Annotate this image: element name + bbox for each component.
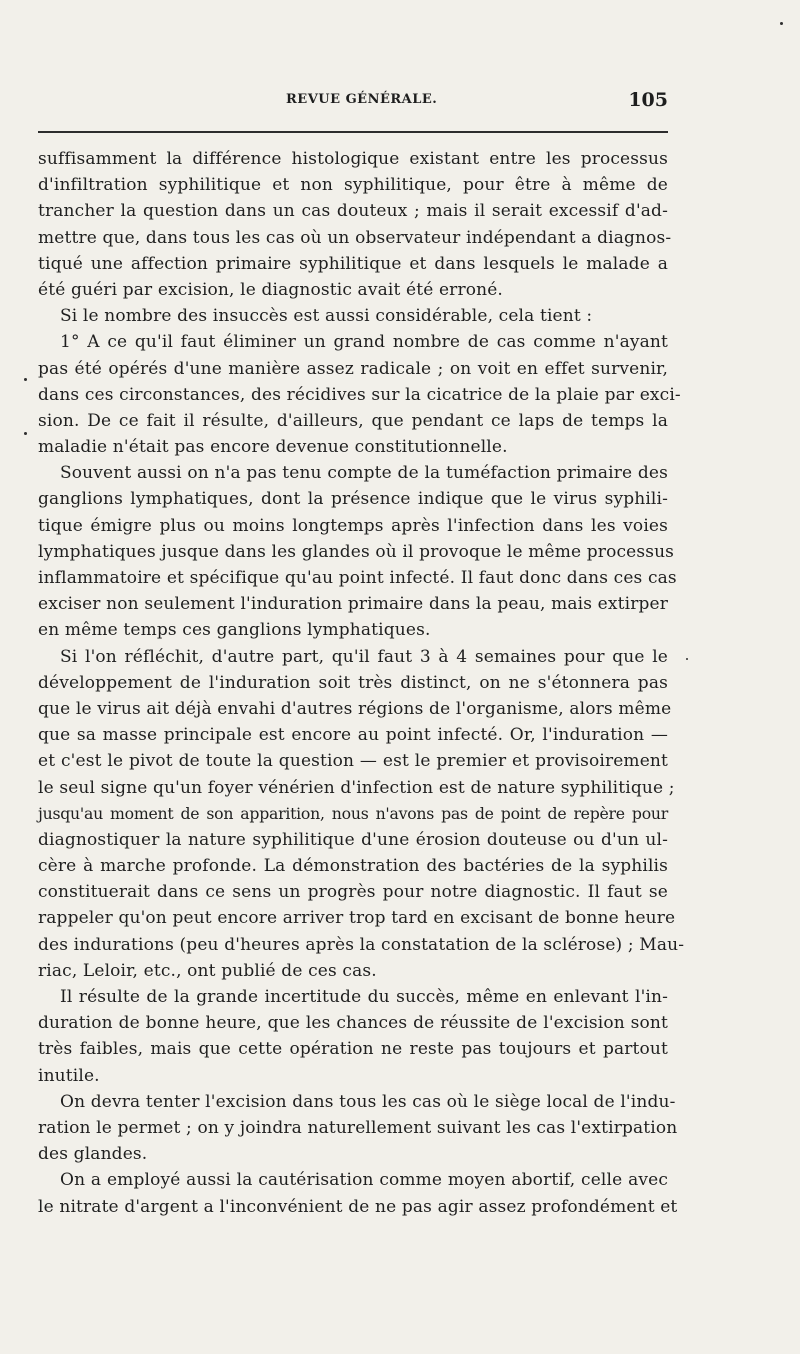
text-line: inflammatoire et spécifique qu'au point infecté. Il faut donc dans ces cas bbox=[38, 568, 677, 588]
running-title: REVUE GÉNÉRALE. bbox=[286, 92, 438, 107]
paragraph-induration bbox=[38, 644, 685, 984]
text-line: tiqué une affection primaire syphilitique et dans lesquels le malade a bbox=[38, 253, 668, 274]
text-line: le nitrate d'argent a l'inconvénient de ne pas agir assez profondément et bbox=[38, 1196, 678, 1217]
text-line: sion. De ce fait il résulte, d'ailleurs, que pendant ce laps de temps la bbox=[38, 410, 668, 431]
text-line: cère à marche profonde. La démonstration des bactéries de la syphilis bbox=[38, 856, 668, 877]
text-line: exciser non seulement l'induration primaire dans la peau, mais extirper bbox=[38, 594, 668, 615]
paragraph-incertitude bbox=[38, 984, 668, 1089]
paragraph-insucces bbox=[38, 303, 668, 329]
text-line: suffisamment la différence histologique existant entre les processus bbox=[38, 149, 668, 169]
header-rule bbox=[38, 131, 668, 133]
text-line: Si l'on réfléchit, d'autre part, qu'il faut 3 à 4 semaines pour que le bbox=[60, 646, 668, 667]
text-line: constituerait dans ce sens un progrès pour notre diagnostic. Il faut se bbox=[38, 882, 668, 903]
text-line: duration de bonne heure, que les chances de réussite de l'excision sont bbox=[38, 1013, 668, 1034]
text-line: que sa masse principale est encore au point infecté. Or, l'induration — bbox=[38, 725, 668, 746]
article-body bbox=[38, 146, 685, 1220]
text-line: ganglions lymphatiques, dont la présence indique que le virus syphili- bbox=[38, 489, 668, 510]
margin-speck bbox=[24, 378, 27, 381]
paragraph-ganglions bbox=[38, 460, 677, 643]
text-line: très faibles, mais que cette opération ne reste pas toujours et partout bbox=[38, 1039, 668, 1060]
text-line: jusqu'au moment de son apparition, nous n'avons pas de point de repère pour bbox=[38, 803, 668, 823]
text-line: mettre que, dans tous les cas où un observateur indépendant a diagnos- bbox=[38, 227, 672, 248]
text-line: Souvent aussi on n'a pas tenu compte de la tuméfaction primaire des bbox=[60, 463, 668, 484]
paragraph-point-one bbox=[38, 329, 681, 460]
text-line: que le virus ait déjà envahi d'autres régions de l'organisme, alors même bbox=[38, 698, 672, 719]
text-line: dans ces circonstances, des récidives sur la cicatrice de la plaie par exci- bbox=[38, 384, 681, 405]
text-line: des glandes. bbox=[38, 1144, 148, 1165]
page-number: 105 bbox=[628, 89, 668, 111]
text-line: trancher la question dans un cas douteux ; mais il serait excessif d'ad- bbox=[38, 201, 668, 222]
text-line: maladie n'était pas encore devenue constitutionnelle. bbox=[38, 437, 508, 458]
text-line: en même temps ces ganglions lymphatiques. bbox=[38, 620, 431, 641]
text-line: Si le nombre des insuccès est aussi considérable, cela tient : bbox=[60, 306, 593, 327]
text-line: été guéri par excision, le diagnostic avait été erroné. bbox=[38, 279, 503, 300]
running-head bbox=[38, 89, 668, 116]
text-line: diagnostiquer la nature syphilitique d'une érosion douteuse ou d'un ul- bbox=[38, 829, 668, 850]
text-line: développement de l'induration soit très distinct, on ne s'étonnera pas bbox=[38, 672, 668, 693]
text-line: tique émigre plus ou moins longtemps après l'infection dans les voies bbox=[38, 515, 668, 536]
text-line: ration le permet ; on y joindra naturellement suivant les cas l'extirpation bbox=[38, 1117, 678, 1138]
text-line: le seul signe qu'un foyer vénérien d'infection est de nature syphilitique ; bbox=[38, 777, 675, 798]
paragraph-excision bbox=[38, 1089, 678, 1168]
text-line: inutile. bbox=[38, 1065, 100, 1086]
text-line: rappeler qu'on peut encore arriver trop tard en excisant de bonne heure bbox=[38, 908, 676, 929]
margin-speck bbox=[24, 432, 27, 435]
paragraph-histology bbox=[38, 146, 672, 303]
text-line: On a employé aussi la cautérisation comme moyen abortif, celle avec bbox=[60, 1170, 668, 1191]
text-line: 1° A ce qu'il faut éliminer un grand nombre de cas comme n'ayant bbox=[60, 332, 668, 353]
text-line: des indurations (peu d'heures après la constatation de la sclérose) ; Mau- bbox=[38, 934, 685, 955]
text-line: lymphatiques jusque dans les glandes où il provoque le même processus bbox=[38, 541, 675, 562]
paragraph-cauterisation bbox=[38, 1167, 678, 1219]
text-line: riac, Leloir, etc., ont publié de ces cas. bbox=[38, 960, 377, 981]
text-line: et c'est le pivot de toute la question — est le premier et provisoirement bbox=[38, 751, 668, 772]
text-line: Il résulte de la grande incertitude du succès, même en enlevant l'in- bbox=[60, 987, 668, 1007]
text-line: pas été opérés d'une manière assez radicale ; on voit en effet survenir, bbox=[38, 358, 668, 379]
text-line: d'infiltration syphilitique et non syphilitique, pour être à même de bbox=[38, 175, 668, 196]
margin-speck bbox=[780, 22, 783, 25]
margin-speck bbox=[686, 658, 688, 660]
text-line: On devra tenter l'excision dans tous les cas où le siège local de l'indu- bbox=[60, 1091, 676, 1112]
